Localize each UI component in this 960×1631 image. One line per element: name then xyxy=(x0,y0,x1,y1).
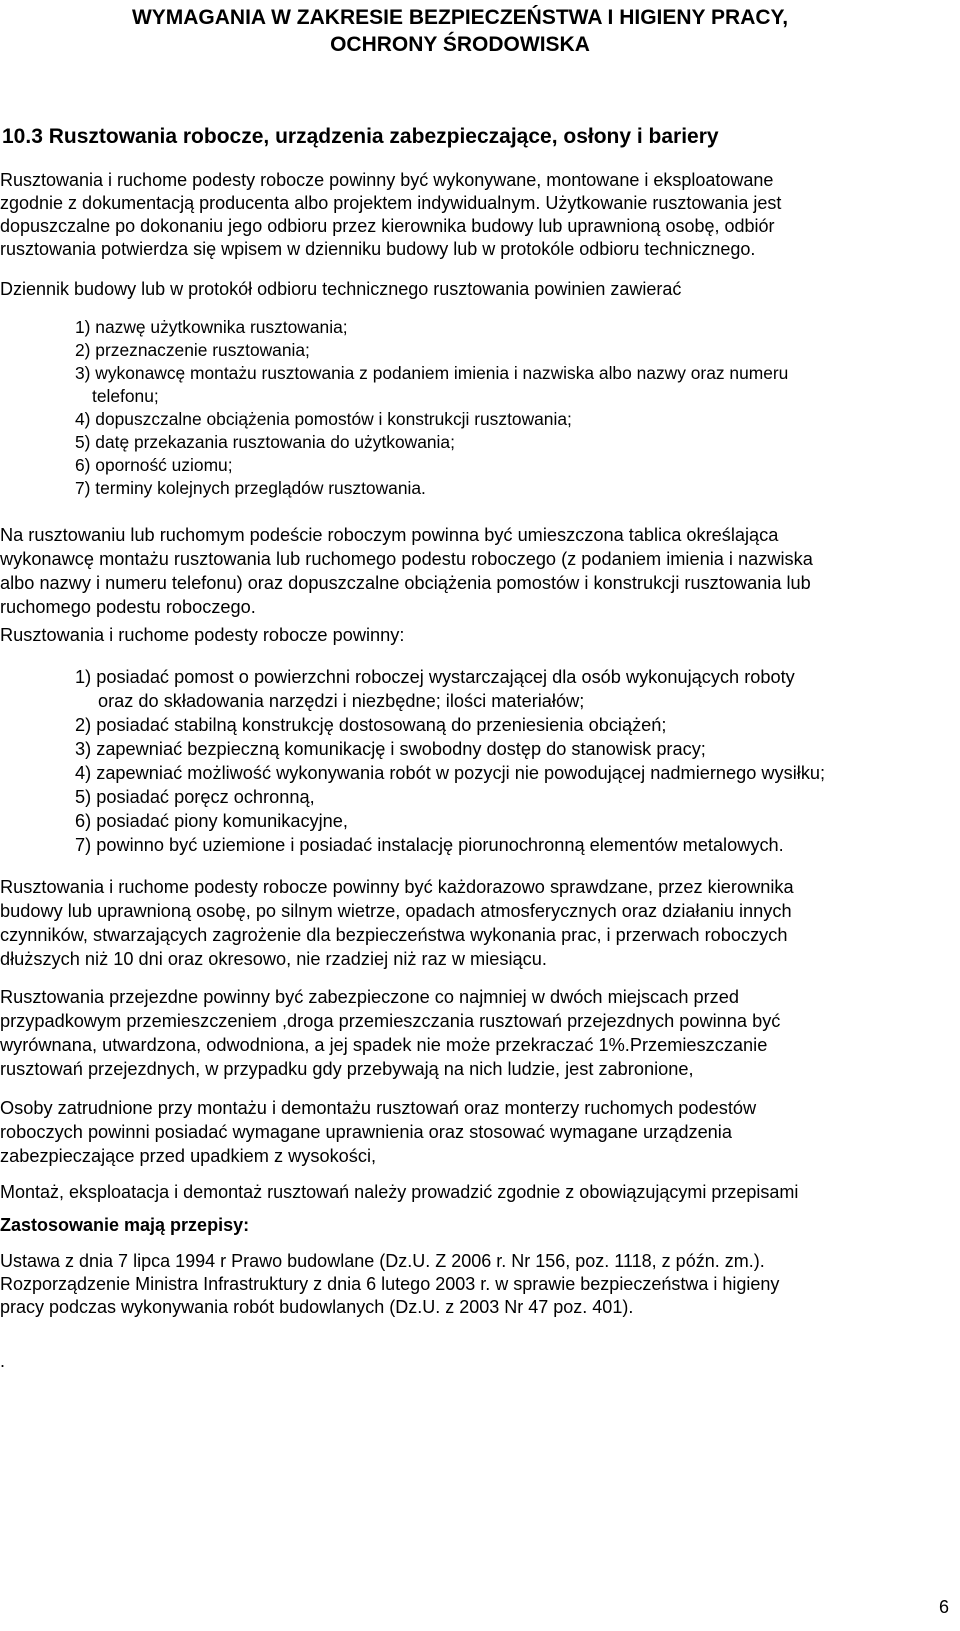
text-line: ruchomego podestu roboczego. xyxy=(0,597,256,617)
paragraph-info-board xyxy=(0,523,940,619)
list-item: 6) oporność uziomu; xyxy=(75,455,233,475)
text-line: Montaż, eksploatacja i demontaż rusztowań należy prowadzić zgodnie z obowiązującymi przepisami xyxy=(0,1182,799,1202)
paragraph-execution-requirements xyxy=(0,169,940,261)
page-number: 6 xyxy=(939,1597,950,1617)
list-item: 6) posiadać piony komunikacyjne, xyxy=(75,811,348,831)
text-line: wykonawcę montażu rusztowania lub ruchomego podestu roboczego (z podaniem imienia i nazwiska xyxy=(0,549,813,569)
section-title: 10.3 Rusztowania robocze, urządzenia zabezpieczające, osłony i bariery xyxy=(2,125,719,148)
text-line: Ustawa z dnia 7 lipca 1994 r Prawo budowlane (Dz.U. Z 2006 r. Nr 156, poz. 1118, z późn. zm.). xyxy=(0,1251,765,1271)
text-line: rusztowania potwierdza się wpisem w dzienniku budowy lub w protokóle odbioru technicznego. xyxy=(0,239,756,259)
list-item: 7) powinno być uziemione i posiadać instalację piorunochronną elementów metalowych. xyxy=(75,835,784,855)
text-line: Rozporządzenie Ministra Infrastruktury z dnia 6 lutego 2003 r. w sprawie bezpieczeństwa i higieny xyxy=(0,1274,780,1294)
trailing-dot: . xyxy=(0,1351,6,1371)
text-line: Dziennik budowy lub w protokół odbioru technicznego rusztowania powinien zawierać xyxy=(0,279,682,299)
list-item: 5) posiadać poręcz ochronną, xyxy=(75,787,315,807)
list-item: 1) nazwę użytkownika rusztowania; xyxy=(75,317,348,337)
list-item: 5) datę przekazania rusztowania do użytkowania; xyxy=(75,432,455,452)
text-line: albo nazwy i numeru telefonu) oraz dopuszczalne obciążenia pomostów i konstrukcji rusztowania lub xyxy=(0,573,811,593)
list-log-contents xyxy=(75,316,935,500)
subheading-text: Zastosowanie mają przepisy: xyxy=(0,1215,250,1235)
paragraph-inspections xyxy=(0,875,940,971)
list-item: 7) terminy kolejnych przeglądów rusztowania. xyxy=(75,478,426,498)
paragraph-mobile-scaffolds xyxy=(0,985,940,1081)
paragraph-requirements-intro xyxy=(0,623,940,647)
list-item: 2) posiadać stabilną konstrukcję dostosowaną do przeniesienia obciążeń; xyxy=(75,715,667,735)
text-line: Rusztowania i ruchome podesty robocze powinny: xyxy=(0,625,405,645)
subheading-regulations xyxy=(0,1214,940,1237)
text-line: Rusztowania przejezdne powinny być zabezpieczone co najmniej w dwóch miejscach przed xyxy=(0,987,740,1007)
document-header xyxy=(0,4,920,58)
text-line: rusztowań przejezdnych, w przypadku gdy przebywają na nich ludzie, jest zabronione, xyxy=(0,1059,694,1079)
list-item: 4) dopuszczalne obciążenia pomostów i konstrukcji rusztowania; xyxy=(75,409,572,429)
list-item: 3) wykonawcę montażu rusztowania z podaniem imienia i nazwiska albo nazwy oraz numeru xyxy=(75,363,789,383)
text-line: przypadkowym przemieszczeniem ,droga przemieszczania rusztowań przejezdnych powinna być xyxy=(0,1011,781,1031)
text-line: roboczych powinni posiadać wymagane uprawnienia oraz stosować wymagane urządzenia xyxy=(0,1122,732,1142)
header-line-2: OCHRONY ŚRODOWISKA xyxy=(330,33,590,56)
text-line: pracy podczas wykonywania robót budowlanych (Dz.U. z 2003 Nr 47 poz. 401). xyxy=(0,1297,634,1317)
list-item: 4) zapewniać możliwość wykonywania robót w pozycji nie powodującej nadmiernego wysiłku; xyxy=(75,763,826,783)
list-item-continuation: telefonu; xyxy=(92,386,159,406)
text-line: zgodnie z dokumentacją producenta albo projektem indywidualnym. Użytkowanie rusztowania jest xyxy=(0,193,782,213)
list-item: 1) posiadać pomost o powierzchni roboczej wystarczającej dla osób wykonujących roboty xyxy=(75,667,795,687)
text-line: Rusztowania i ruchome podesty robocze powinny być wykonywane, montowane i eksploatowane xyxy=(0,170,774,190)
list-item-continuation: oraz do składowania narzędzi i niezbędne; ilości materiałów; xyxy=(98,691,585,711)
paragraph-legal-references xyxy=(0,1250,940,1319)
list-scaffold-requirements xyxy=(75,665,945,857)
text-line: dopuszczalne po dokonaniu jego odbioru przez kierownika budowy lub uprawnioną osobę, odbiór xyxy=(0,216,775,236)
text-line: Na rusztowaniu lub ruchomym podeście roboczym powinna być umieszczona tablica określająca xyxy=(0,525,779,545)
list-item: 3) zapewniać bezpieczną komunikację i swobodny dostęp do stanowisk pracy; xyxy=(75,739,706,759)
paragraph-workers-qualifications xyxy=(0,1096,940,1168)
list-item: 2) przeznaczenie rusztowania; xyxy=(75,340,310,360)
text-line: zabezpieczające przed upadkiem z wysokości, xyxy=(0,1146,377,1166)
text-line: dłuższych niż 10 dni oraz okresowo, nie rzadziej niż raz w miesiącu. xyxy=(0,949,547,969)
text-line: czynników, stwarzających zagrożenie dla bezpieczeństwa wykonania prac, i przerwach roboczych xyxy=(0,925,788,945)
text-line: wyrównana, utwardzona, odwodniona, a jej spadek nie może przekraczać 1%.Przemieszczanie xyxy=(0,1035,768,1055)
paragraph-regulations-note xyxy=(0,1181,940,1204)
paragraph-log-contents-intro xyxy=(0,278,940,301)
header-line-1: WYMAGANIA W ZAKRESIE BEZPIECZEŃSTWA I HIGIENY PRACY, xyxy=(131,6,789,29)
text-line: Rusztowania i ruchome podesty robocze powinny być każdorazowo sprawdzane, przez kierownika xyxy=(0,877,794,897)
text-line: Osoby zatrudnione przy montażu i demontażu rusztowań oraz monterzy ruchomych podestów xyxy=(0,1098,757,1118)
text-line: budowy lub uprawnioną osobę, po silnym wietrze, opadach atmosferycznych oraz działaniu innych xyxy=(0,901,792,921)
